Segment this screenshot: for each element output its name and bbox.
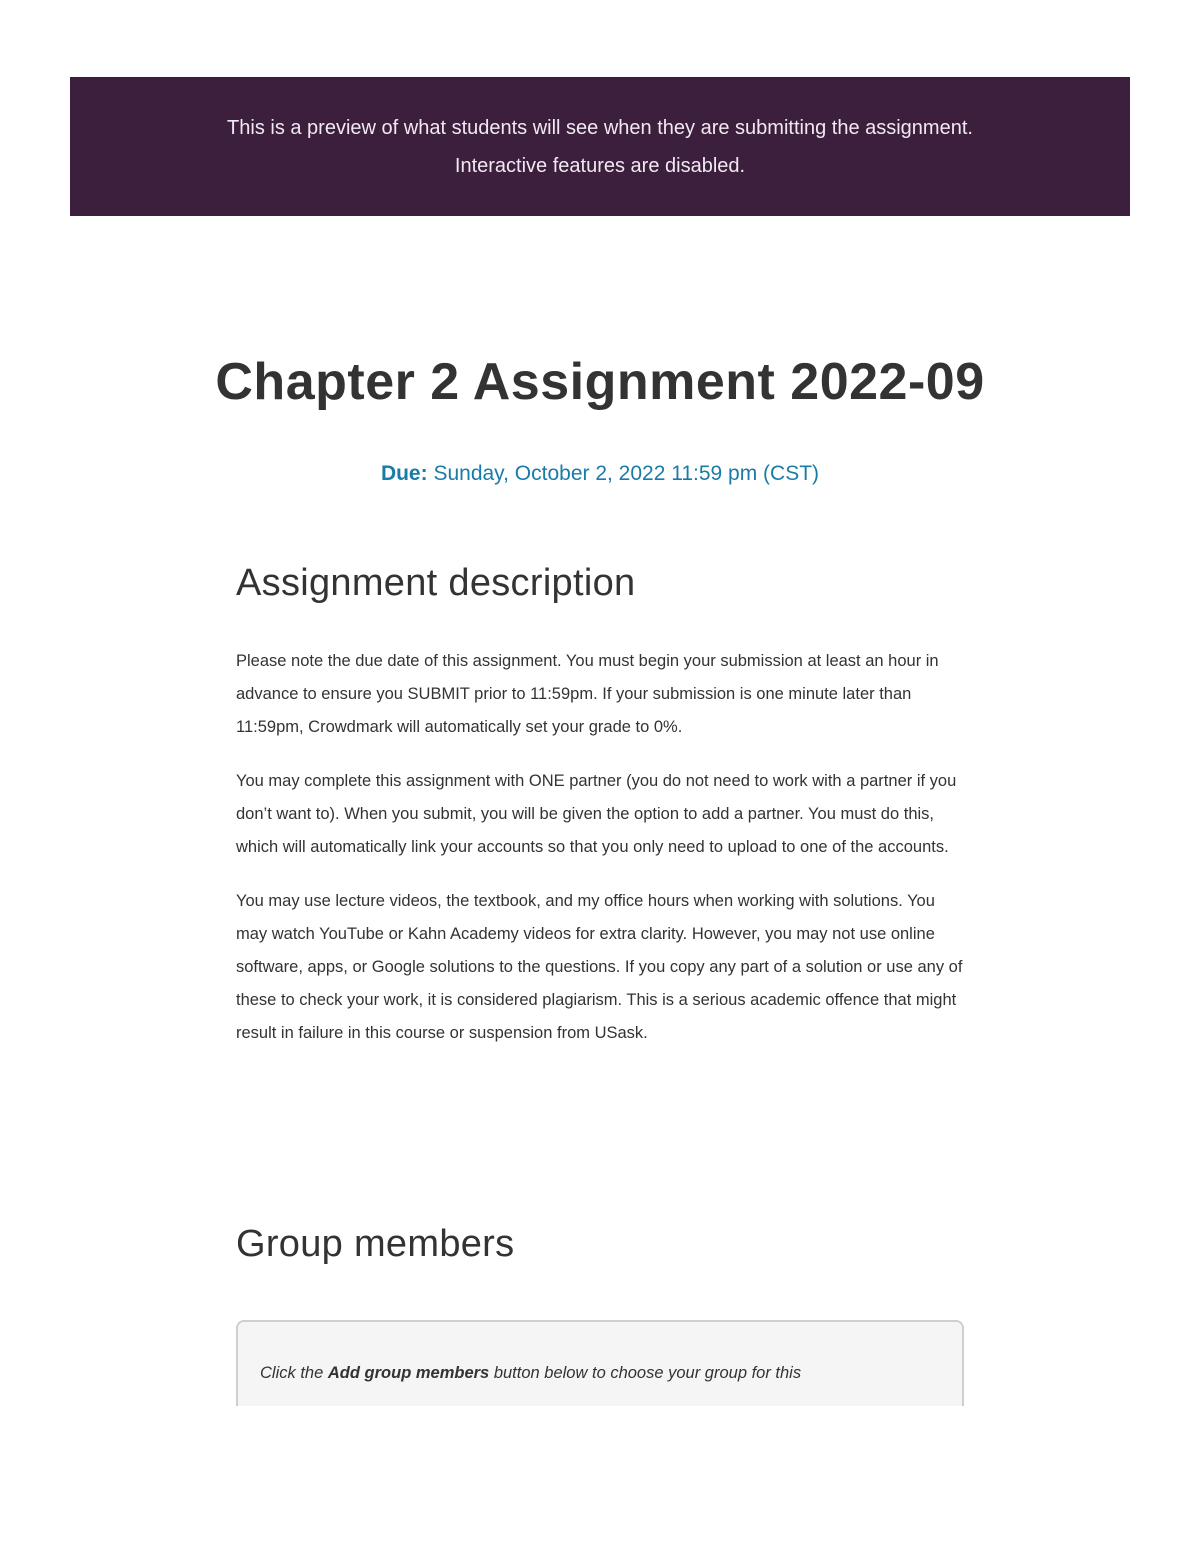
preview-banner-line1: This is a preview of what students will see when they are submitting the assignment. [227, 116, 973, 139]
add-group-members-reference: Add group members [327, 1364, 490, 1382]
assignment-description [236, 645, 964, 1071]
instruction-prefix: Click the [260, 1364, 324, 1382]
description-paragraph: Please note the due date of this assignment. You must begin your submission at least an hour in advance to ensure you SUBMIT prior to 11:59pm. If your submission is one minute later than 11:59pm, Crowdmark will automatically set your grade to 0%. [236, 652, 939, 736]
preview-banner [70, 77, 1130, 216]
description-paragraph: You may complete this assignment with ONE partner (you do not need to work with a partner if you don’t want to). When you submit, you will be given the option to add a partner. You must do this, which will automatically link your accounts so that you only need to upload to one of the accounts. [236, 772, 957, 856]
page-title: Chapter 2 Assignment 2022-09 [215, 353, 985, 411]
description-paragraph: You may use lecture videos, the textbook, and my office hours when working with solutions. You may watch YouTube or Kahn Academy videos for extra clarity. However, you may not use online software, apps, or Google solutions to the questions. If you copy any part of a solution or use any of these to check your work, it is considered plagiarism. This is a serious academic offence that might result in failure in this course or suspension from USask. [236, 892, 963, 1042]
group-members-panel [236, 1320, 964, 1406]
assignment-description-heading: Assignment description [236, 562, 636, 604]
group-members-heading: Group members [236, 1223, 515, 1265]
preview-banner-line2: Interactive features are disabled. [454, 154, 746, 177]
due-label: Due: [380, 462, 428, 485]
group-members-instruction [260, 1364, 801, 1383]
due-value: Sunday, October 2, 2022 11:59 pm (CST) [433, 462, 820, 485]
due-date [0, 462, 1200, 486]
instruction-suffix: button below to choose your group for this [493, 1364, 802, 1382]
